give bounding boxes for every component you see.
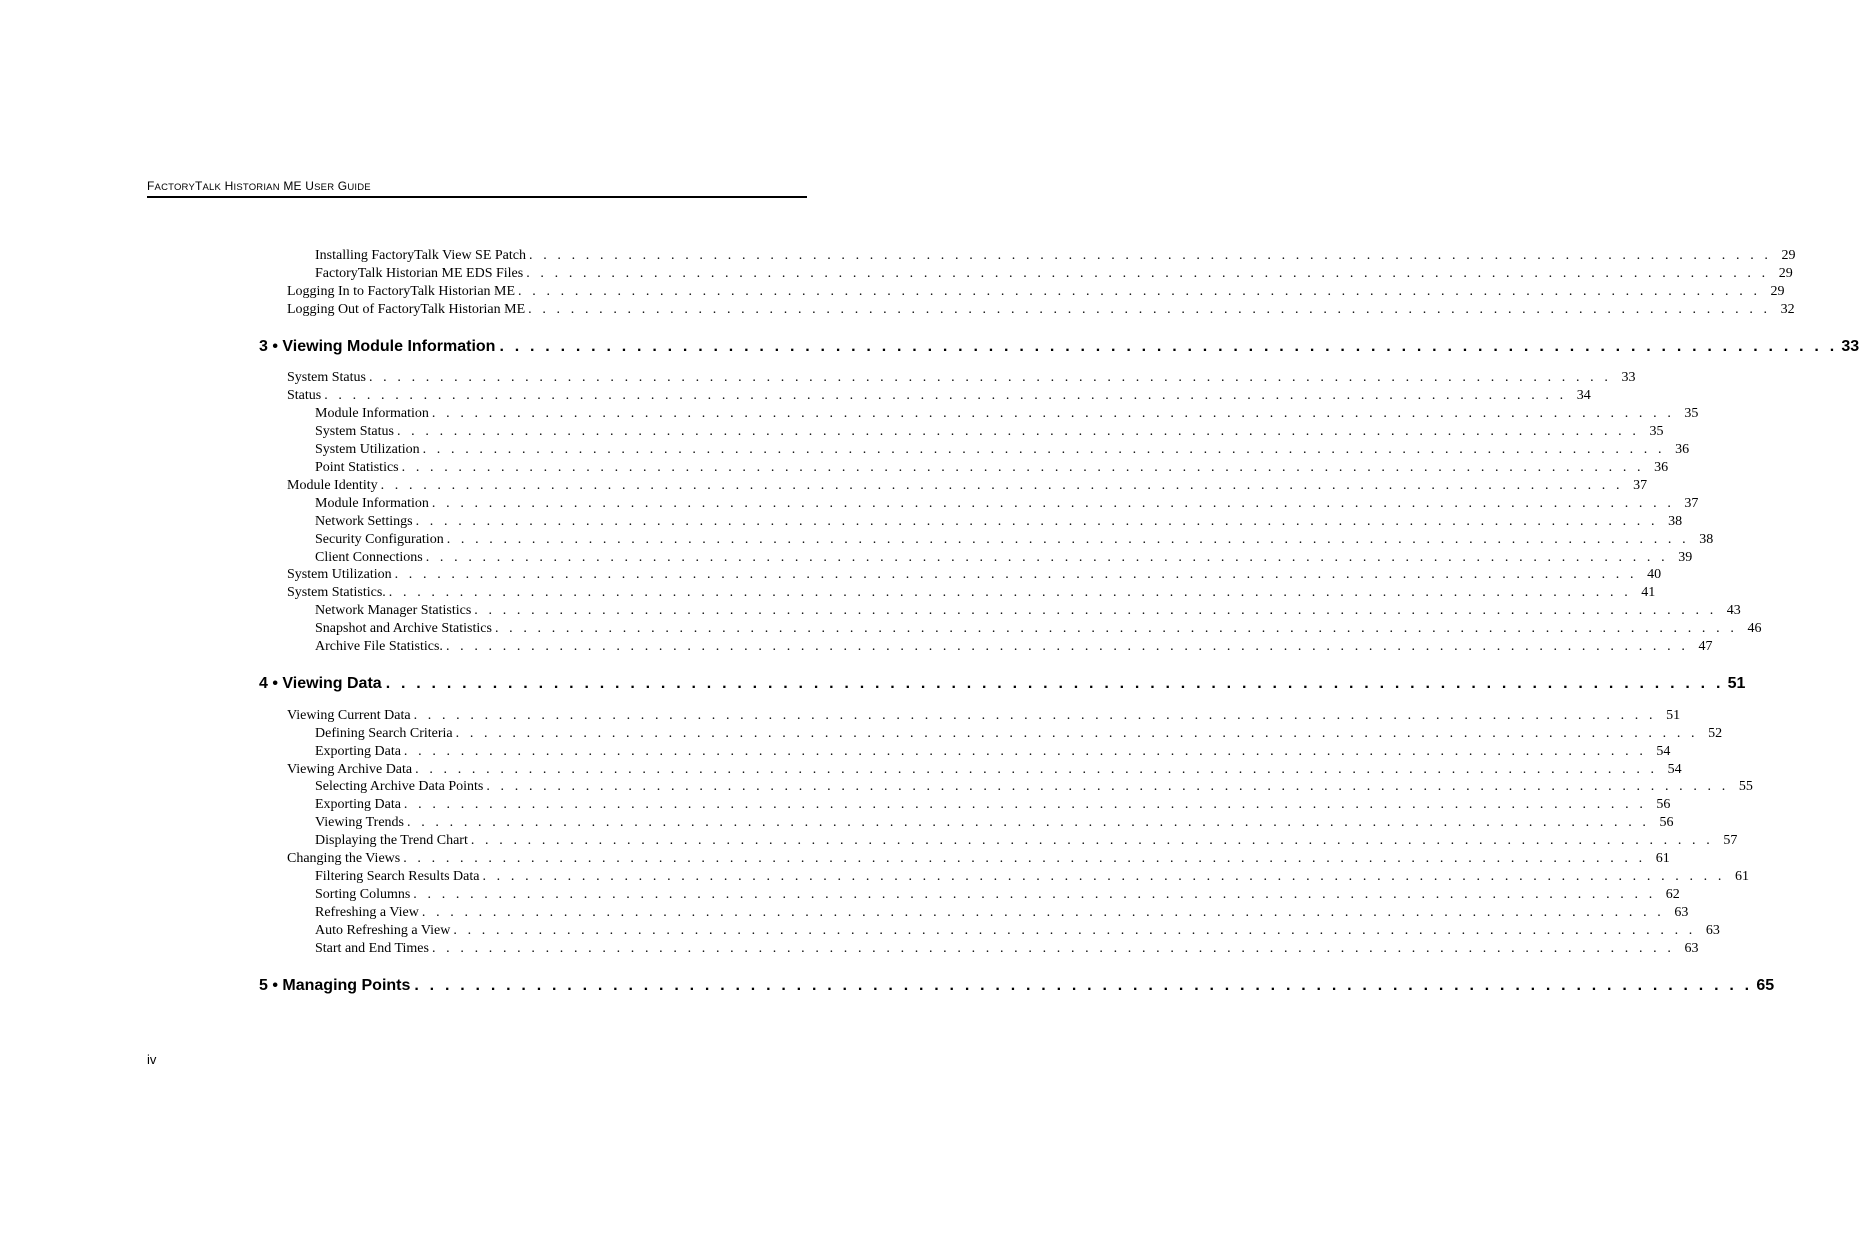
toc-page-number: 61 (1655, 851, 1670, 866)
toc-chapter-heading[interactable] (259, 338, 1859, 360)
toc-subentry[interactable] (315, 941, 1699, 959)
toc-entry[interactable] (287, 851, 1670, 869)
toc-entry-title: Client Connections (315, 550, 423, 565)
dot-leader: . . . . . . . . . . . . . . . . . . . . . . . . . . . . . . . . . . . . . . . . . . . . . . . . . . . . . . . . . . . . . . . . . . . . . . . . . . . . . . . . . . . . . . . . (482, 869, 1725, 884)
toc-chapter-heading[interactable] (259, 977, 1775, 999)
toc-entry[interactable] (287, 708, 1681, 726)
toc-page-number: 34 (1576, 388, 1591, 403)
dot-leader: . . . . . . . . . . . . . . . . . . . . . . . . . . . . . . . . . . . . . . . . . . . . . . . . . . . . . . . . . . . . . . . . . . . . . . . . . . . . . . . . . . . . . . . . (403, 744, 1647, 759)
dot-leader: . . . . . . . . . . . . . . . . . . . . . . . . . . . . . . . . . . . . . . . . . . . . . . . . . . . . . . . . . . . . . . . . . . . . . . . . . . . . . . . . . . . . . . . . (407, 815, 1650, 830)
dot-leader: . . . . . . . . . . . . . . . . . . . . . . . . . . . . . . . . . . . . . . . . . . . . . . . . . . . . . . . . . . . . . . . . . . . . . . . . . . . . . . . . . . . . . . . . (396, 424, 1640, 439)
toc-entry-title: Module Information (315, 406, 429, 421)
toc-page-number: 54 (1667, 762, 1682, 777)
page-number: iv (147, 1052, 157, 1067)
toc-entry-title: System Utilization (287, 567, 392, 582)
toc-page-number: 61 (1734, 869, 1749, 884)
toc-entry-title: Displaying the Trend Chart (315, 833, 468, 848)
toc-entry-title: Sorting Columns (315, 887, 411, 902)
dot-leader: . . . . . . . . . . . . . . . . . . . . . . . . . . . . . . . . . . . . . . . . . . . . . . . . . . . . . . . . . . . . . . . . . . . . . . . . . . . . . . . . . . . . . . . . (415, 514, 1659, 529)
toc-entry-title: Logging Out of FactoryTalk Historian ME (287, 302, 526, 317)
toc-entry-title: Changing the Views (287, 851, 401, 866)
header-title-part: ALK (202, 182, 222, 193)
toc-page-number: 35 (1684, 406, 1699, 421)
toc-subentry[interactable] (315, 442, 1690, 460)
toc-entry-title: FactoryTalk Historian ME EDS Files (315, 266, 524, 281)
toc-page-number: 37 (1633, 478, 1648, 493)
dot-leader: . . . . . . . . . . . . . . . . . . . . . . . . . . . . . . . . . . . . . . . . . . . . . . . . . . . . . . . . . . . . . . . . . . . . . . . . . . . . . . . . . . . . . . . . (486, 779, 1729, 794)
dot-leader: . . . . . . . . . . . . . . . . . . . . . . . . . . . . . . . . . . . . . . . . . . . . . . . . . . . . . . . . . . . . . . . . . . . . . . . . . . . . . . . . . . . . . . . . (394, 567, 1638, 582)
dot-leader: . . . . . . . . . . . . . . . . . . . . . . . . . . . . . . . . . . . . . . . . . . . . . . . . . . . . . . . . . . . . . . . . . . . . . . . . . . . . . . . . . . . . . . . . (388, 585, 1632, 600)
dot-leader: . . . . . . . . . . . . . . . . . . . . . . . . . . . . . . . . . . . . . . . . . . . . . . . . . . . . . . . . . . . . . . . . . . . . . . . . . . . . . . . . . . . . . . . . (453, 923, 1696, 938)
toc-entry-title: Refreshing a View (315, 905, 419, 920)
toc-subentry[interactable] (315, 532, 1714, 550)
toc-page-number: 63 (1674, 905, 1689, 920)
toc-entry[interactable] (287, 388, 1591, 406)
dot-leader: . . . . . . . . . . . . . . . . . . . . . . . . . . . . . . . . . . . . . . . . . . . . . . . . . . . . . . . . . . . . . . . . . . . . . . . . . . . . . . . . . . . . . . . . (445, 639, 1689, 654)
toc-entry-title: Viewing Archive Data (287, 762, 413, 777)
header-title-part: G (334, 179, 348, 193)
toc-entry-title: Logging In to FactoryTalk Historian ME (287, 284, 516, 299)
dot-leader: . . . . . . . . . . . . . . . . . . . . . . . . . . . . . . . . . . . . . . . . . . . . . . . . . . . . . . . . . . . . . . . . . . . . . . . . . . . . . . . . . . . . . . . . (526, 266, 1769, 281)
header-title-part: ACTORY (154, 182, 195, 193)
header-title-part: SER (314, 182, 335, 193)
dot-leader: . . . . . . . . . . . . . . . . . . . . . . . . . . . . . . . . . . . . . . . . . . . . . . . . . . . . . . . . . . . . . . . . . . . . . . . . . . . . . . . . . . . . . . . . (422, 442, 1666, 457)
toc-page-number: 38 (1699, 532, 1714, 547)
toc-subentry[interactable] (315, 266, 1793, 284)
toc-page-number: 38 (1668, 514, 1683, 529)
toc-page-number: 43 (1726, 603, 1741, 618)
toc-subentry[interactable] (315, 424, 1664, 442)
dot-leader: . . . . . . . . . . . . . . . . . . . . . . . . . . . . . . . . . . . . . . . . . . . . . . . . . . . . . . . . . . . . . . . . . . . . . . . . . . . . . . . . . . . . . . . . (414, 977, 1753, 994)
toc-page-number: 29 (1770, 284, 1785, 299)
toc-entry-title: Point Statistics (315, 460, 399, 475)
toc-entry-title: System Statistics. (287, 585, 386, 600)
toc-entry[interactable] (287, 284, 1785, 302)
toc-subentry[interactable] (315, 406, 1699, 424)
dot-leader: . . . . . . . . . . . . . . . . . . . . . . . . . . . . . . . . . . . . . . . . . . . . . . . . . . . . . . . . . . . . . . . . . . . . . . . . . . . . . . . . . . . . . . . . (425, 550, 1669, 565)
toc-page-number: 54 (1656, 744, 1671, 759)
toc-page-number: 63 (1705, 923, 1720, 938)
header-title-part: F (147, 179, 155, 193)
toc-subentry[interactable] (315, 744, 1671, 762)
toc-page-number: 36 (1675, 442, 1690, 457)
toc-page-number: 55 (1738, 779, 1753, 794)
toc-page-number: 29 (1781, 248, 1796, 263)
dot-leader: . . . . . . . . . . . . . . . . . . . . . . . . . . . . . . . . . . . . . . . . . . . . . . . . . . . . . . . . . . . . . . . . . . . . . . . . . . . . . . . . . . . . . . . . (380, 478, 1624, 493)
toc-entry[interactable] (287, 370, 1636, 388)
toc-entry-title: System Status (287, 370, 366, 385)
header-title-part: H (221, 179, 234, 193)
header-title-part: ME U (279, 179, 315, 193)
toc-page-number: 51 (1666, 708, 1681, 723)
toc-subentry[interactable] (315, 639, 1713, 657)
toc-subentry[interactable] (315, 460, 1669, 478)
toc-page-number: 56 (1659, 815, 1674, 830)
dot-leader: . . . . . . . . . . . . . . . . . . . . . . . . . . . . . . . . . . . . . . . . . . . . . . . . . . . . . . . . . . . . . . . . . . . . . . . . . . . . . . . . . . . . . . . . (431, 496, 1675, 511)
dot-leader: . . . . . . . . . . . . . . . . . . . . . . . . . . . . . . . . . . . . . . . . . . . . . . . . . . . . . . . . . . . . . . . . . . . . . . . . . . . . . . . . . . . . . . . . (401, 460, 1645, 475)
toc-subentry[interactable] (315, 621, 1762, 639)
toc-entry-title: Security Configuration (315, 532, 444, 547)
toc-page-number: 51 (1727, 675, 1746, 692)
toc-subentry[interactable] (315, 923, 1720, 941)
toc-entry-title: Defining Search Criteria (315, 726, 453, 741)
toc-page-number: 65 (1756, 977, 1775, 994)
dot-leader: . . . . . . . . . . . . . . . . . . . . . . . . . . . . . . . . . . . . . . . . . . . . . . . . . . . . . . . . . . . . . . . . . . . . . . . . . . . . . . . . . . . . . . . . (385, 675, 1724, 692)
toc-entry-title: Viewing Trends (315, 815, 405, 830)
dot-leader: . . . . . . . . . . . . . . . . . . . . . . . . . . . . . . . . . . . . . . . . . . . . . . . . . . . . . . . . . . . . . . . . . . . . . . . . . . . . . . . . . . . . . . . . (403, 851, 1646, 866)
dot-leader: . . . . . . . . . . . . . . . . . . . . . . . . . . . . . . . . . . . . . . . . . . . . . . . . . . . . . . . . . . . . . . . . . . . . . . . . . . . . . . . . . . . . . . . . (455, 726, 1699, 741)
toc-entry-title: Archive File Statistics. (315, 639, 443, 654)
dot-leader: . . . . . . . . . . . . . . . . . . . . . . . . . . . . . . . . . . . . . . . . . . . . . . . . . . . . . . . . . . . . . . . . . . . . . . . . . . . . . . . . . . . . . . . . (446, 532, 1690, 547)
dot-leader: . . . . . . . . . . . . . . . . . . . . . . . . . . . . . . . . . . . . . . . . . . . . . . . . . . . . . . . . . . . . . . . . . . . . . . . . . . . . . . . . . . . . . . . . (415, 762, 1658, 777)
toc-subentry[interactable] (315, 726, 1723, 744)
toc-entry-title: Network Settings (315, 514, 413, 529)
toc-subentry[interactable] (315, 833, 1738, 851)
dot-leader: . . . . . . . . . . . . . . . . . . . . . . . . . . . . . . . . . . . . . . . . . . . . . . . . . . . . . . . . . . . . . . . . . . . . . . . . . . . . . . . . . . . . . . . . (413, 887, 1656, 902)
running-header (147, 179, 807, 198)
toc-page-number: 39 (1678, 550, 1693, 565)
toc-entry-title: Module Information (315, 496, 429, 511)
toc-entry-title: Module Identity (287, 478, 378, 493)
dot-leader: . . . . . . . . . . . . . . . . . . . . . . . . . . . . . . . . . . . . . . . . . . . . . . . . . . . . . . . . . . . . . . . . . . . . . . . . . . . . . . . . . . . . . . . . (499, 338, 1838, 355)
toc-entry-title: System Utilization (315, 442, 420, 457)
toc-page-number: 33 (1841, 338, 1859, 355)
toc-page-number: 46 (1747, 621, 1762, 636)
toc-subentry[interactable] (315, 550, 1693, 568)
toc-entry-title: System Status (315, 424, 394, 439)
toc-subentry[interactable] (315, 779, 1753, 797)
toc-subentry[interactable] (315, 815, 1674, 833)
toc-chapter-heading[interactable] (259, 675, 1746, 697)
header-title-part: T (194, 179, 203, 193)
dot-leader: . . . . . . . . . . . . . . . . . . . . . . . . . . . . . . . . . . . . . . . . . . . . . . . . . . . . . . . . . . . . . . . . . . . . . . . . . . . . . . . . . . . . . . . . (529, 248, 1772, 263)
toc-page-number: 63 (1684, 941, 1699, 956)
toc-page-number: 29 (1778, 266, 1793, 281)
toc-entry-title: Auto Refreshing a View (315, 923, 451, 938)
toc-subentry[interactable] (315, 905, 1689, 923)
dot-leader: . . . . . . . . . . . . . . . . . . . . . . . . . . . . . . . . . . . . . . . . . . . . . . . . . . . . . . . . . . . . . . . . . . . . . . . . . . . . . . . . . . . . . . . . (474, 603, 1717, 618)
toc-page-number: 37 (1684, 496, 1699, 511)
toc-entry-title: Snapshot and Archive Statistics (315, 621, 492, 636)
toc-subentry[interactable] (315, 496, 1699, 514)
toc-subentry[interactable] (315, 887, 1680, 905)
toc-entry-title: 3 • Viewing Module Information (259, 338, 496, 355)
toc-entry-title: Status (287, 388, 322, 403)
dot-leader: . . . . . . . . . . . . . . . . . . . . . . . . . . . . . . . . . . . . . . . . . . . . . . . . . . . . . . . . . . . . . . . . . . . . . . . . . . . . . . . . . . . . . . . . (403, 797, 1647, 812)
toc-page-number: 36 (1654, 460, 1669, 475)
dot-leader: . . . . . . . . . . . . . . . . . . . . . . . . . . . . . . . . . . . . . . . . . . . . . . . . . . . . . . . . . . . . . . . . . . . . . . . . . . . . . . . . . . . . . . . . (431, 406, 1675, 421)
toc-entry-title: Installing FactoryTalk View SE Patch (315, 248, 526, 263)
toc-page-number: 40 (1647, 567, 1662, 582)
dot-leader: . . . . . . . . . . . . . . . . . . . . . . . . . . . . . . . . . . . . . . . . . . . . . . . . . . . . . . . . . . . . . . . . . . . . . . . . . . . . . . . . . . . . . . . . (368, 370, 1612, 385)
toc-page-number: 35 (1649, 424, 1664, 439)
dot-leader: . . . . . . . . . . . . . . . . . . . . . . . . . . . . . . . . . . . . . . . . . . . . . . . . . . . . . . . . . . . . . . . . . . . . . . . . . . . . . . . . . . . . . . . . (413, 708, 1657, 723)
toc-entry-title: Filtering Search Results Data (315, 869, 480, 884)
toc-subentry[interactable] (315, 248, 1796, 266)
toc-subentry[interactable] (315, 869, 1749, 887)
toc-entry-title: Exporting Data (315, 797, 401, 812)
toc-page-number: 56 (1656, 797, 1671, 812)
toc-page-number: 52 (1708, 726, 1723, 741)
toc-entry-title: Start and End Times (315, 941, 429, 956)
toc-page-number: 41 (1641, 585, 1656, 600)
toc-entry[interactable] (287, 567, 1662, 585)
toc-page-number: 57 (1723, 833, 1738, 848)
header-title-part: UIDE (347, 182, 371, 193)
toc-page-number: 32 (1780, 302, 1795, 317)
toc-page-number: 47 (1698, 639, 1713, 654)
toc-entry[interactable] (287, 762, 1682, 780)
toc-page-number: 62 (1665, 887, 1680, 902)
toc-entry-title: 5 • Managing Points (259, 977, 411, 994)
toc-entry-title: Selecting Archive Data Points (315, 779, 484, 794)
toc-subentry[interactable] (315, 514, 1683, 532)
header-title-part: ISTORIAN (233, 182, 280, 193)
dot-leader: . . . . . . . . . . . . . . . . . . . . . . . . . . . . . . . . . . . . . . . . . . . . . . . . . . . . . . . . . . . . . . . . . . . . . . . . . . . . . . . . . . . . . . . . (494, 621, 1738, 636)
toc-entry-title: Network Manager Statistics (315, 603, 472, 618)
toc-entry[interactable] (287, 478, 1648, 496)
dot-leader: . . . . . . . . . . . . . . . . . . . . . . . . . . . . . . . . . . . . . . . . . . . . . . . . . . . . . . . . . . . . . . . . . . . . . . . . . . . . . . . . . . . . . . . . (518, 284, 1761, 299)
toc-subentry[interactable] (315, 603, 1741, 621)
dot-leader: . . . . . . . . . . . . . . . . . . . . . . . . . . . . . . . . . . . . . . . . . . . . . . . . . . . . . . . . . . . . . . . . . . . . . . . . . . . . . . . . . . . . . . . . (421, 905, 1665, 920)
toc-entry[interactable] (287, 302, 1795, 320)
dot-leader: . . . . . . . . . . . . . . . . . . . . . . . . . . . . . . . . . . . . . . . . . . . . . . . . . . . . . . . . . . . . . . . . . . . . . . . . . . . . . . . . . . . . . . . . (431, 941, 1675, 956)
dot-leader: . . . . . . . . . . . . . . . . . . . . . . . . . . . . . . . . . . . . . . . . . . . . . . . . . . . . . . . . . . . . . . . . . . . . . . . . . . . . . . . . . . . . . . . . (470, 833, 1714, 848)
dot-leader: . . . . . . . . . . . . . . . . . . . . . . . . . . . . . . . . . . . . . . . . . . . . . . . . . . . . . . . . . . . . . . . . . . . . . . . . . . . . . . . . . . . . . . . . (324, 388, 1567, 403)
toc-entry-title: 4 • Viewing Data (259, 675, 382, 692)
dot-leader: . . . . . . . . . . . . . . . . . . . . . . . . . . . . . . . . . . . . . . . . . . . . . . . . . . . . . . . . . . . . . . . . . . . . . . . . . . . . . . . . . . . . . . . . (528, 302, 1771, 317)
toc-entry-title: Viewing Current Data (287, 708, 411, 723)
toc-entry-title: Exporting Data (315, 744, 401, 759)
toc-subentry[interactable] (315, 797, 1671, 815)
toc-page-number: 33 (1621, 370, 1636, 385)
toc-entry[interactable] (287, 585, 1656, 603)
